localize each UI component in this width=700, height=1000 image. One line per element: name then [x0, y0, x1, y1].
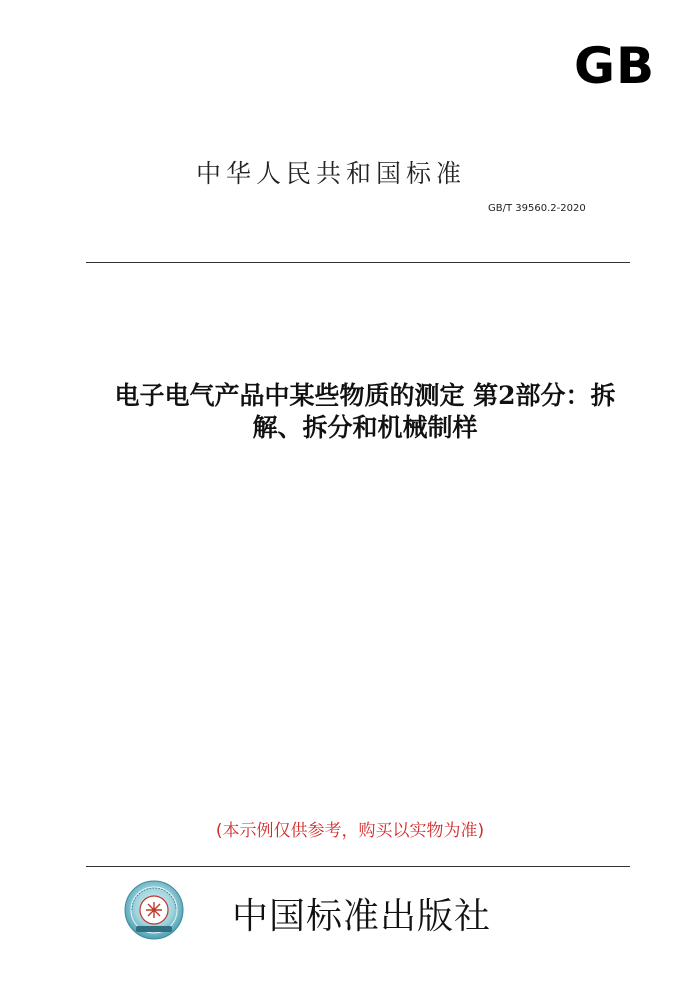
anti-counterfeit-seal-icon: [124, 880, 184, 940]
document-title-line-2: 解、拆分和机械制样: [252, 413, 478, 442]
document-title: [40, 380, 690, 444]
standard-type-title: 中华人民共和国标准: [196, 159, 467, 188]
publisher-name: 中国标准出版社: [232, 896, 492, 937]
top-divider: [86, 262, 630, 263]
gb-logo: GB: [574, 37, 656, 95]
sample-notice: (本示例仅供参考，购买以实物为准): [215, 821, 485, 841]
bottom-divider: [86, 866, 630, 867]
standard-number: GB/T 39560.2-2020: [488, 203, 586, 214]
document-title-line-1: 电子电气产品中某些物质的测定 第2部分：拆: [114, 381, 616, 410]
